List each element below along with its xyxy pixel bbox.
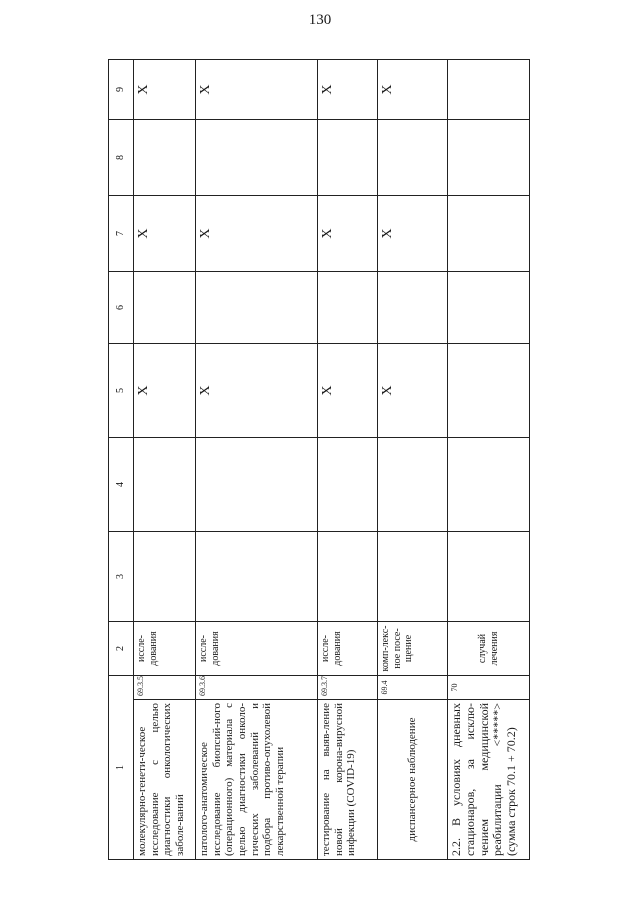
- cell-mark: [378, 272, 448, 344]
- cell-mark: [378, 438, 448, 532]
- cell-mark: X: [134, 60, 196, 120]
- cell-mark: X: [134, 344, 196, 438]
- rotated-table-wrapper: [108, 60, 528, 860]
- row-unit: иссле-дования: [196, 622, 318, 676]
- column-number: 7: [109, 196, 134, 272]
- row-unit: иссле-дования: [318, 622, 378, 676]
- cell-mark: [134, 272, 196, 344]
- column-number: 6: [109, 272, 134, 344]
- row-code: 69.3.6: [196, 676, 318, 700]
- cell-mark: [448, 60, 530, 120]
- cell-mark: [318, 438, 378, 532]
- table-row: [196, 60, 318, 860]
- cell-mark: X: [134, 196, 196, 272]
- row-name: тестирование на выяв-ление новой корона-вирусной инфекции (COVID-19): [318, 700, 378, 860]
- cell-mark: X: [378, 196, 448, 272]
- cell-mark: [134, 438, 196, 532]
- row-unit: случай лечения: [448, 622, 530, 676]
- column-number: 4: [109, 438, 134, 532]
- row-name: 2.2. В условиях дневных стационаров, за исклю-чением медицинской реабилитации <*****> (сумма строк 70.1 + 70.2): [448, 700, 530, 860]
- column-number-row: [109, 60, 134, 860]
- cell-mark: X: [318, 60, 378, 120]
- row-code: 69.3.7: [318, 676, 378, 700]
- table-row: [448, 60, 530, 860]
- row-code: 69.4: [378, 676, 448, 700]
- cell-mark: [448, 196, 530, 272]
- cell-mark: [318, 272, 378, 344]
- data-table: [108, 59, 530, 860]
- column-number: 3: [109, 532, 134, 622]
- cell-mark: [134, 532, 196, 622]
- table-row: [378, 60, 448, 860]
- cell-mark: [448, 120, 530, 196]
- table-row: [134, 60, 196, 860]
- column-number: 5: [109, 344, 134, 438]
- cell-mark: [318, 532, 378, 622]
- column-number: 9: [109, 60, 134, 120]
- row-name: диспансерное наблюдение: [378, 700, 448, 860]
- cell-mark: [318, 120, 378, 196]
- cell-mark: [196, 120, 318, 196]
- cell-mark: X: [378, 60, 448, 120]
- page-number: 130: [308, 12, 332, 28]
- cell-mark: X: [318, 196, 378, 272]
- row-unit: комп-лекс-ное посе-щение: [378, 622, 448, 676]
- cell-mark: [448, 438, 530, 532]
- cell-mark: [448, 272, 530, 344]
- cell-mark: [378, 532, 448, 622]
- cell-mark: X: [196, 60, 318, 120]
- cell-mark: X: [378, 344, 448, 438]
- column-number: 8: [109, 120, 134, 196]
- column-number: 2: [109, 622, 134, 676]
- row-name: патолого-анатомическое исследование биопсий-ного (операционного) материала с целью диагностики онколо-гических заболеваний и подбора противо-опухолевой лекарственной терапии: [196, 700, 318, 860]
- cell-mark: X: [318, 344, 378, 438]
- cell-mark: [448, 344, 530, 438]
- table-row: [318, 60, 378, 860]
- row-code: 70: [448, 676, 530, 700]
- cell-mark: [134, 120, 196, 196]
- cell-mark: X: [196, 196, 318, 272]
- row-unit: иссле-дования: [134, 622, 196, 676]
- cell-mark: [378, 120, 448, 196]
- cell-mark: [196, 532, 318, 622]
- cell-mark: X: [196, 344, 318, 438]
- column-number: 1: [109, 676, 134, 860]
- cell-mark: [196, 438, 318, 532]
- cell-mark: [448, 532, 530, 622]
- row-name: молекулярно-генети-ческое исследование с целью диагностики онкологических заболе-ваний: [134, 700, 196, 860]
- row-code: 69.3.5: [134, 676, 196, 700]
- cell-mark: [196, 272, 318, 344]
